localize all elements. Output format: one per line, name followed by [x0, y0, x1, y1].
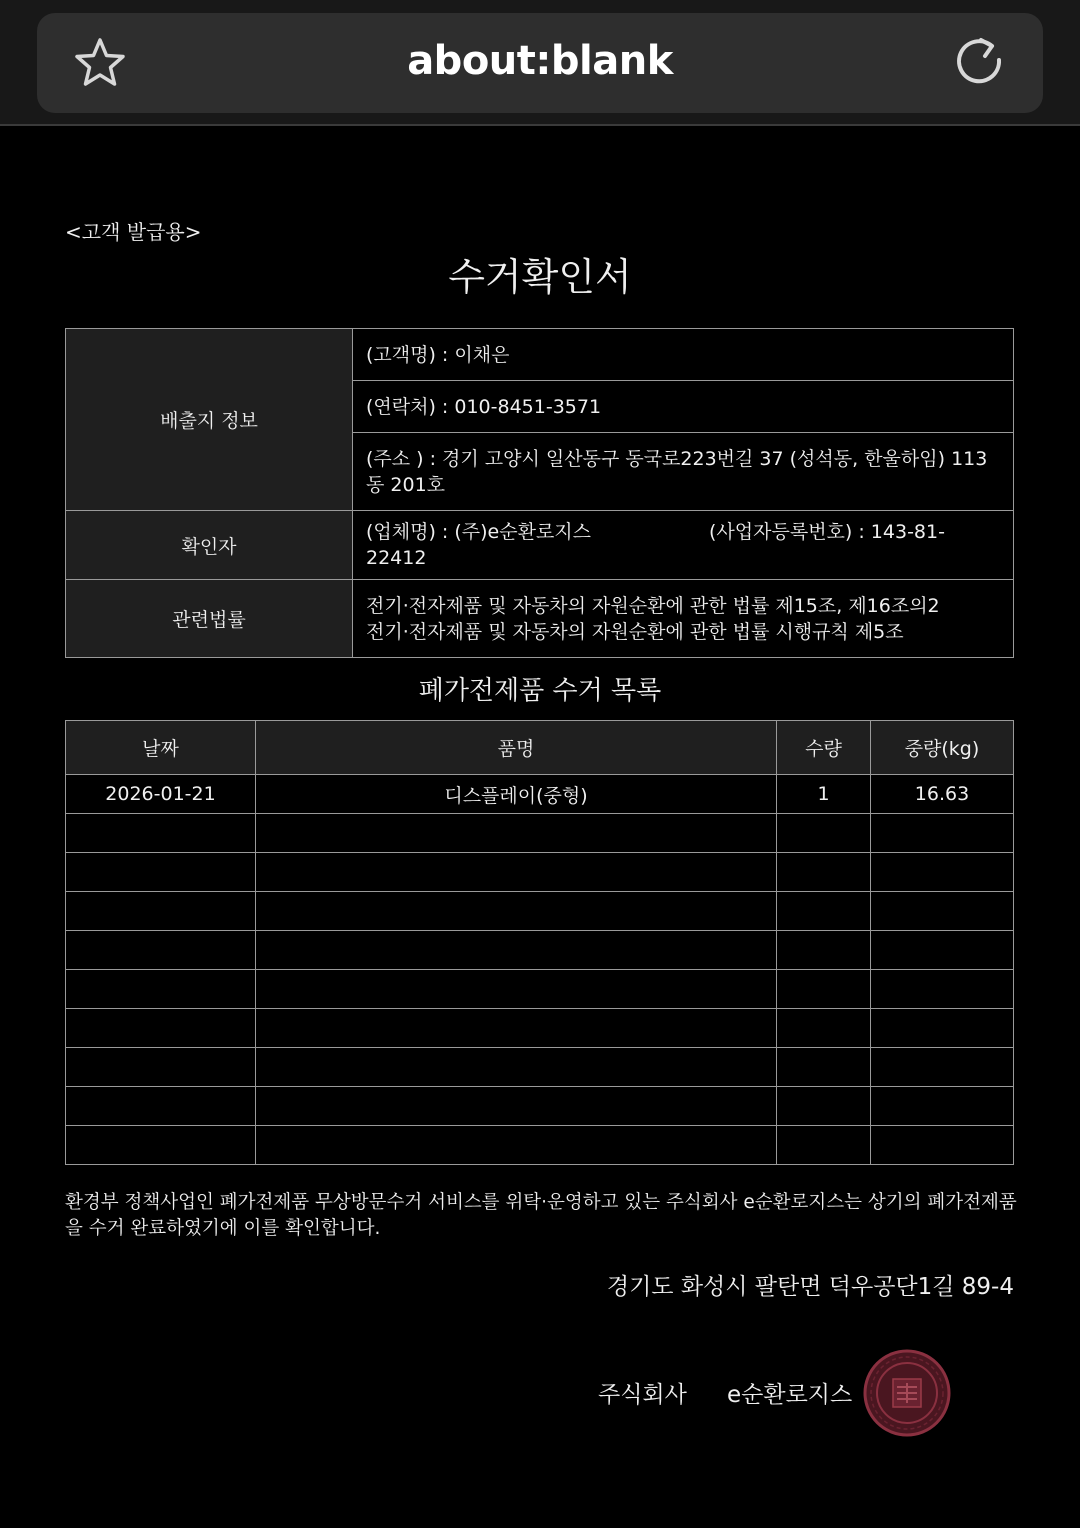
cell-date	[66, 814, 256, 853]
reload-icon[interactable]	[952, 34, 1008, 90]
list-title: 폐가전제품 수거 목록	[418, 676, 662, 706]
table-row	[66, 1009, 1014, 1048]
cell-quantity	[777, 1087, 871, 1126]
confirmer-label: 확인자	[66, 511, 353, 580]
cell-quantity	[777, 892, 871, 931]
discharge-info-label: 배출지 정보	[66, 329, 353, 511]
customer-contact: (연락처) : 010-8451-3571	[353, 381, 1014, 433]
cell-date	[66, 1048, 256, 1087]
cell-weight	[871, 1009, 1014, 1048]
company-signature	[598, 1376, 852, 1409]
cell-quantity	[777, 970, 871, 1009]
header-item: 품명	[256, 721, 777, 775]
cell-date	[66, 970, 256, 1009]
table-row	[66, 892, 1014, 931]
cell-date	[66, 853, 256, 892]
cell-date	[66, 892, 256, 931]
cell-item	[256, 892, 777, 931]
cell-weight	[871, 1126, 1014, 1165]
collection-list-table	[65, 720, 1014, 1165]
cell-weight	[871, 892, 1014, 931]
law-line-2: 전기·전자제품 및 자동차의 자원순환에 관한 법률 시행규칙 제5조	[366, 620, 904, 643]
cell-quantity	[777, 814, 871, 853]
confirmer-info	[353, 511, 1014, 580]
table-row	[66, 1048, 1014, 1087]
cell-date: 2026-01-21	[66, 775, 256, 814]
cell-weight	[871, 1087, 1014, 1126]
cell-quantity	[777, 853, 871, 892]
table-row	[66, 775, 1014, 814]
cell-weight: 16.63	[871, 775, 1014, 814]
cell-quantity	[777, 931, 871, 970]
browser-toolbar	[0, 0, 1080, 126]
cell-date	[66, 1126, 256, 1165]
info-table	[65, 328, 1014, 658]
customer-name: (고객명) : 이채은	[353, 329, 1014, 381]
company-name: (업체명) : (주)e순환로지스	[366, 521, 592, 543]
cell-date	[66, 931, 256, 970]
cell-item	[256, 853, 777, 892]
cell-weight	[871, 931, 1014, 970]
company-address: 경기도 화성시 팔탄면 덕우공단1길 89-4	[606, 1274, 1014, 1300]
cell-quantity	[777, 1009, 871, 1048]
document-title: 수거확인서	[448, 255, 632, 299]
table-row	[66, 931, 1014, 970]
company-name-label: e순환로지스	[727, 1382, 853, 1408]
table-row	[66, 814, 1014, 853]
table-row	[66, 853, 1014, 892]
law-text	[353, 580, 1014, 658]
cell-weight	[871, 814, 1014, 853]
law-label: 관련법률	[66, 580, 353, 658]
company-seal-icon	[863, 1349, 951, 1437]
cell-quantity	[777, 1048, 871, 1087]
table-row	[66, 1126, 1014, 1165]
cell-item	[256, 1048, 777, 1087]
copy-type-label: <고객 발급용>	[65, 220, 202, 244]
table-row	[66, 1087, 1014, 1126]
cell-item	[256, 970, 777, 1009]
cell-weight	[871, 853, 1014, 892]
confirmation-notice: 환경부 정책사업인 폐가전제품 무상방문수거 서비스를 위탁·운영하고 있는 주식회사 e순환로지스는 상기의 폐가전제품을 수거 완료하였기에 이를 확인합니다.	[65, 1192, 1017, 1239]
cell-date	[66, 1087, 256, 1126]
cell-quantity	[777, 1126, 871, 1165]
cell-quantity: 1	[777, 775, 871, 814]
list-header-row	[66, 721, 1014, 775]
header-quantity: 수량	[777, 721, 871, 775]
table-row	[66, 970, 1014, 1009]
company-type-label: 주식회사	[598, 1382, 687, 1408]
business-number: (사업자등록번호) : 143-81-22412	[366, 521, 945, 569]
cell-item	[256, 1087, 777, 1126]
cell-item	[256, 1126, 777, 1165]
cell-weight	[871, 970, 1014, 1009]
cell-date	[66, 1009, 256, 1048]
law-line-1: 전기·전자제품 및 자동차의 자원순환에 관한 법률 제15조, 제16조의2	[366, 594, 940, 617]
cell-item	[256, 931, 777, 970]
cell-item	[256, 1009, 777, 1048]
url-text[interactable]: about:blank	[407, 38, 673, 84]
cell-item	[256, 814, 777, 853]
customer-address: (주소 ) : 경기 고양시 일산동구 동국로223번길 37 (성석동, 한울하임) 113동 201호	[353, 433, 1014, 511]
header-weight: 중량(kg)	[871, 721, 1014, 775]
header-date: 날짜	[66, 721, 256, 775]
cell-weight	[871, 1048, 1014, 1087]
cell-item: 디스플레이(중형)	[256, 775, 777, 814]
